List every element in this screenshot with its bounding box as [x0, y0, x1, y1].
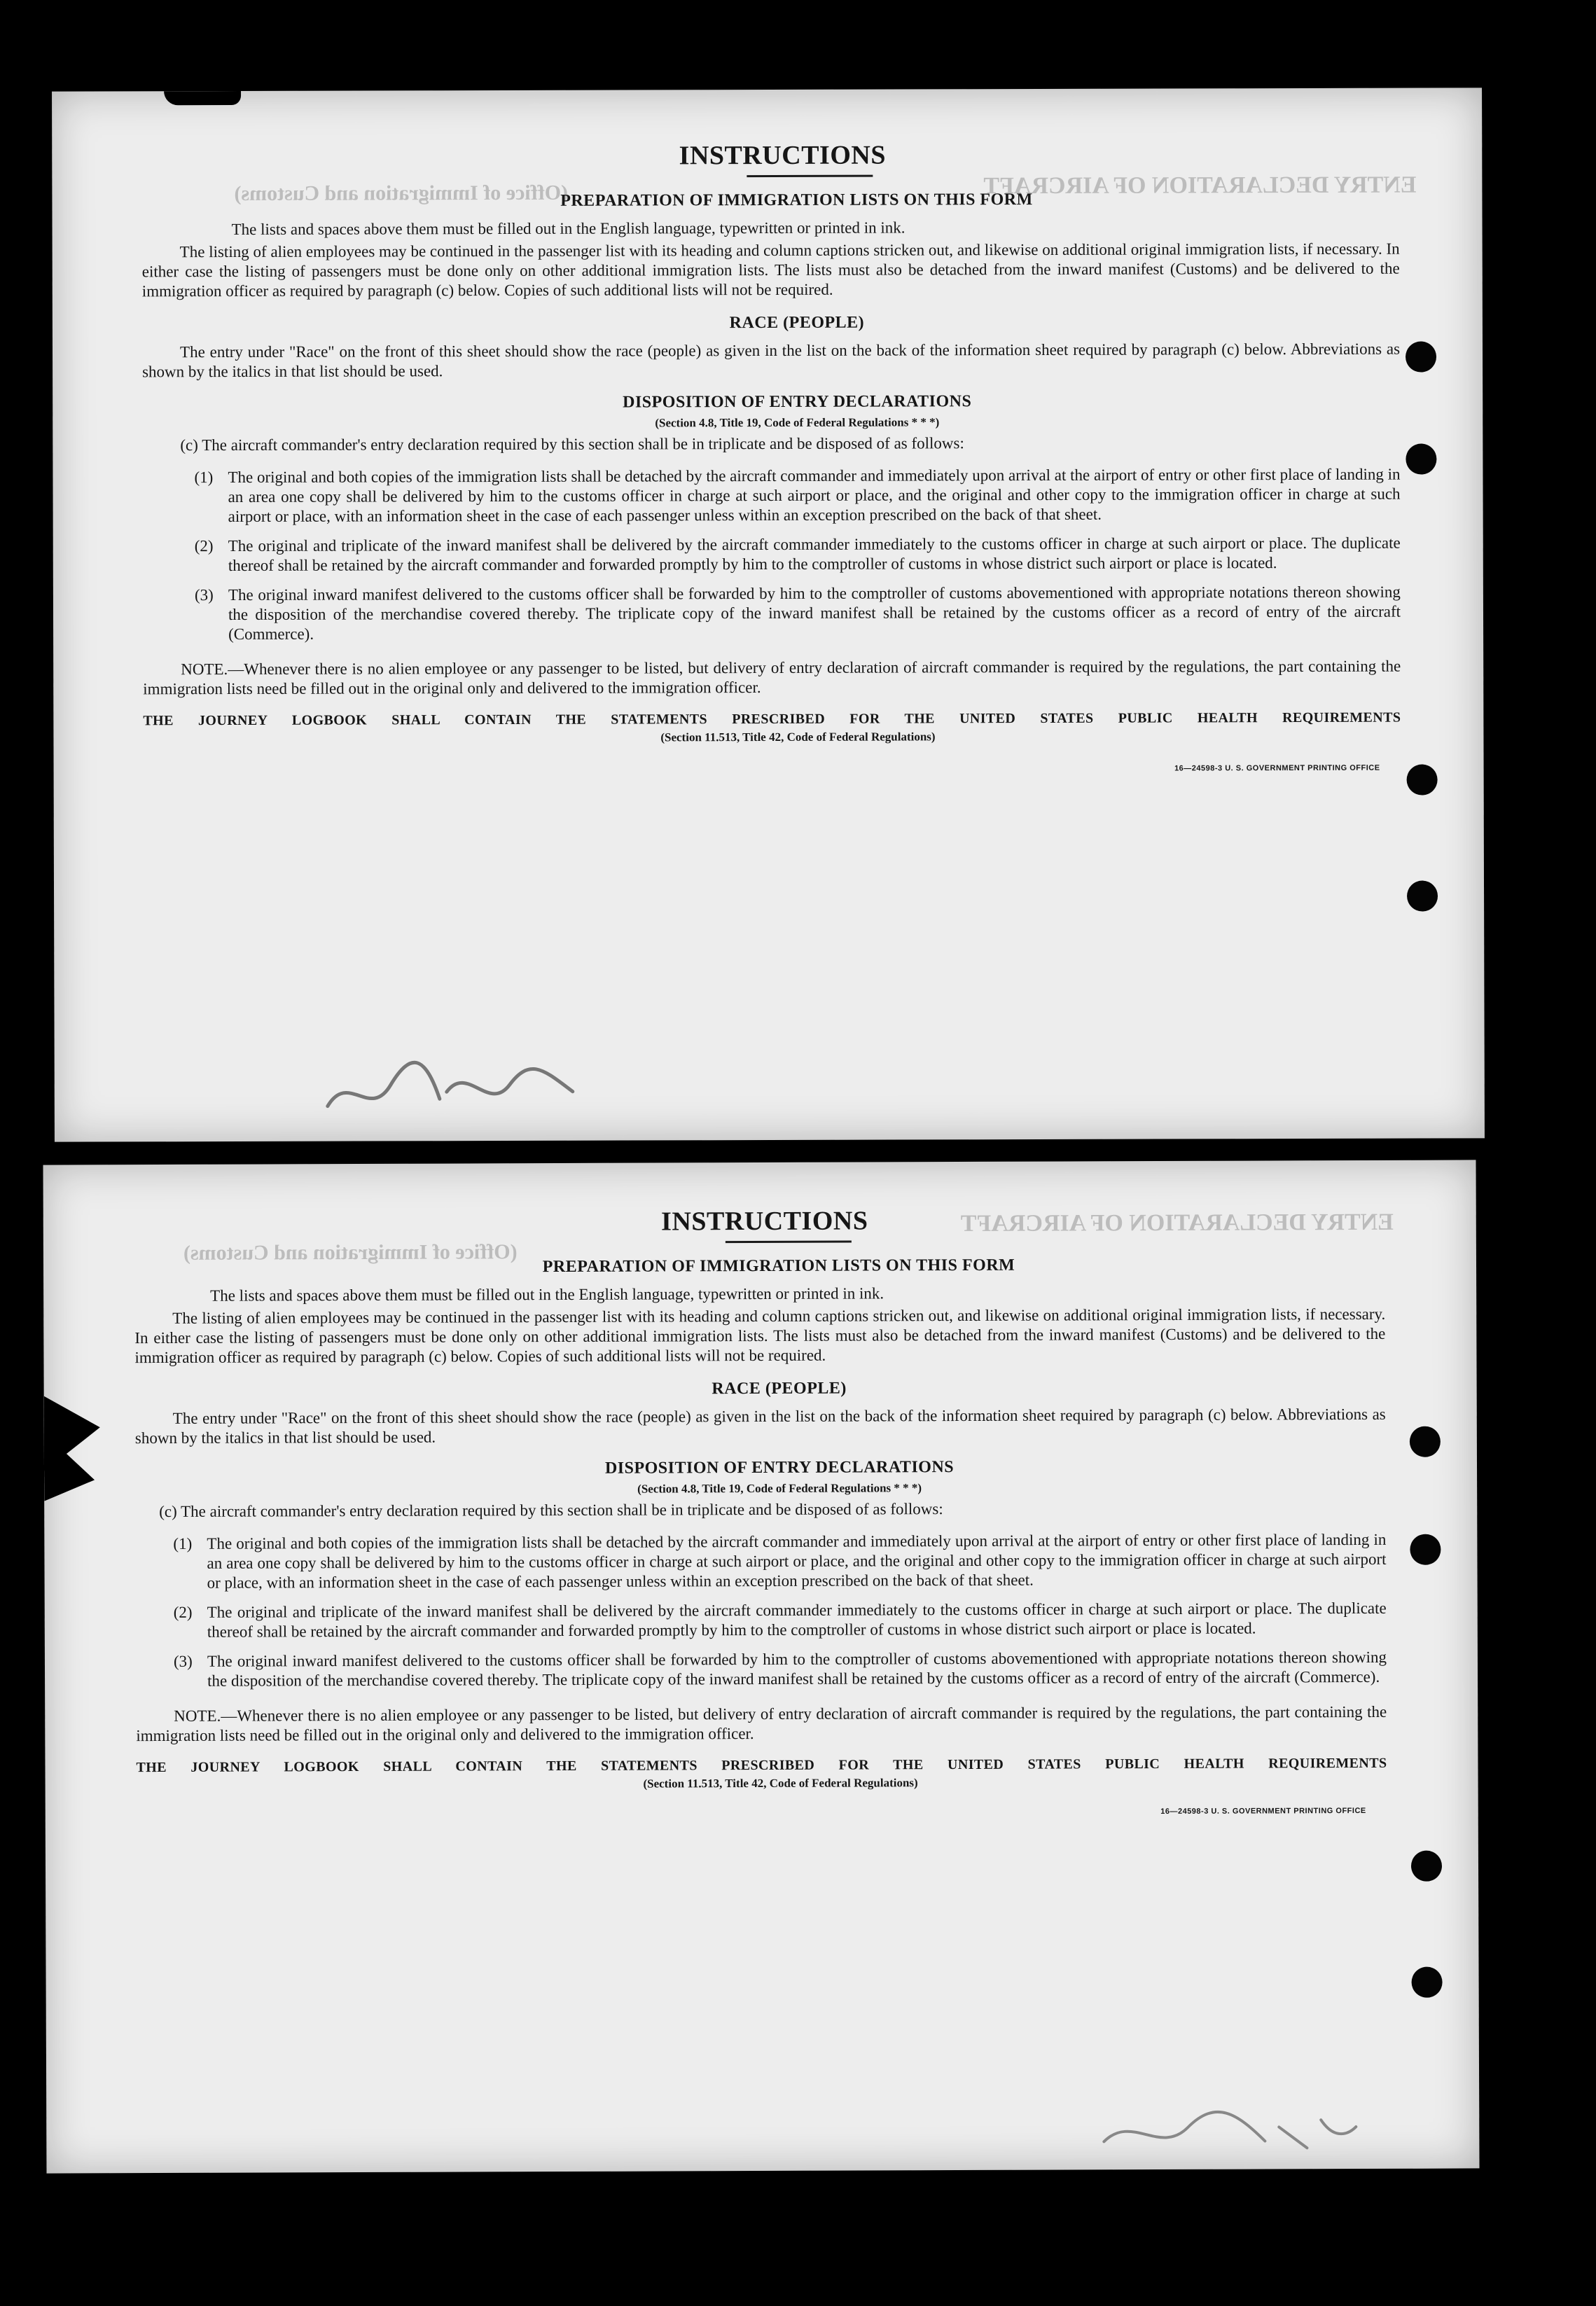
punch-hole [1410, 1426, 1441, 1457]
bleed-through-text: (Office of Immigration and Customs) [183, 1240, 518, 1265]
instructions-heading: INSTRUCTIONS [679, 140, 886, 171]
item-text: The original and triplicate of the inward manifest shall be delivered by the aircraft commander immediately to the customs officer in charge at such airport or place. The duplicate thereof shall be retained by the aircraft commander and forwarded promptly by him to the comptroller of customs in whose district such airport or place is located. [228, 534, 1401, 575]
disposition-item-2 [195, 534, 1401, 576]
punch-hole [1407, 764, 1438, 795]
item-text: The original and both copies of the immigration lists shall be detached by the aircraft commander and immediately upon arrival at the airport of entry or other first place of landing in an area one copy shall be delivered by him to the customs officer in charge at such airport or place, and the original and other copy to the immigration officer in charge at such airport or place, with an information sheet in the case of each passenger unless within an exception prescribed on the back of that sheet. [207, 1530, 1387, 1592]
disposition-citation: (Section 4.8, Title 19, Code of Federal Regulations * * *) [637, 1481, 922, 1496]
disposition-item-1 [194, 465, 1400, 527]
logbook-statement: THE JOURNEY LOGBOOK SHALL CONTAIN THE STATEMENTS PRESCRIBED FOR THE UNITED STATES PUBLIC HEALTH REQUIREMENTS [143, 709, 1401, 729]
printing-office-imprint: 16—24598-3 U. S. GOVERNMENT PRINTING OFFICE [1174, 763, 1380, 773]
disposition-lead: (c) The aircraft commander's entry declaration required by this section shall be in triplicate and be disposed of as follows: [159, 1500, 943, 1520]
note-paragraph: NOTE.—Whenever there is no alien employee or any passenger to be listed, but delivery of entry declaration of aircraft commander is required by the regulations, the part containing the immigration lists need be filled out in the original only and delivered to the immigration officer. [136, 1702, 1387, 1745]
punch-hole [1406, 444, 1436, 475]
logbook-citation: (Section 11.513, Title 42, Code of Federal Regulations) [643, 1776, 918, 1791]
item-number: (1) [173, 1534, 193, 1553]
item-text: The original inward manifest delivered to the customs officer shall be forwarded by him to the comptroller of customs abovementioned with appropriate notations thereon showing the disposition of the merchandise covered thereby. The triplicate copy of the inward manifest shall be retained by the customs officer as a record of entry of the aircraft (Commerce). [207, 1648, 1387, 1690]
bleed-through-text: ENTRY DECLARATION OF AIRCRAFT [960, 1209, 1394, 1237]
disposition-item-1 [173, 1530, 1386, 1593]
item-number: (2) [173, 1603, 193, 1621]
prep-section-title: PREPARATION OF IMMIGRATION LISTS ON THIS FORM [542, 1256, 1015, 1277]
prep-paragraph-2: The listing of alien employees may be continued in the passenger list with its heading and column captions stricken out, and likewise on additional original immigration lists, if necessary. In either case the listing of passengers must be done only on other additional immigration lists. The lists must also be detached from the inward manifest (Customs) and be delivered to the immigration officer as required by paragraph (c) below. Copies of such additional lists will not be required. [141, 239, 1400, 300]
handwritten-mark [1097, 2099, 1363, 2162]
logbook-statement: THE JOURNEY LOGBOOK SHALL CONTAIN THE STATEMENTS PRESCRIBED FOR THE UNITED STATES PUBLIC HEALTH REQUIREMENTS [136, 1755, 1387, 1776]
disposition-item-3 [174, 1648, 1387, 1691]
punch-hole [1410, 1534, 1441, 1565]
prep-paragraph-1: The lists and spaces above them must be filled out in the English language, typewritten or printed in ink. [210, 1284, 884, 1305]
prep-paragraph-1: The lists and spaces above them must be filled out in the English language, typewritten or printed in ink. [231, 218, 905, 239]
item-text: The original inward manifest delivered to the customs officer shall be forwarded by him to the comptroller of customs abovementioned with appropriate notations thereon showing the disposition of the merchandise covered thereby. The triplicate copy of the inward manifest shall be retained by the customs officer as a record of entry of the aircraft (Commerce). [228, 583, 1401, 644]
bleed-through-text: (Office of Immigration and Customs) [234, 181, 569, 205]
item-text: The original and both copies of the immigration lists shall be detached by the aircraft commander and immediately upon arrival at the airport of entry or other first place of landing in an area one copy shall be delivered by him to the customs officer in charge at such airport or place, and the original and other copy to the immigration officer in charge at such airport or place, with an information sheet in the case of each passenger unless within an exception prescribed on the back of that sheet. [228, 465, 1401, 526]
disposition-citation: (Section 4.8, Title 19, Code of Federal Regulations * * *) [655, 415, 940, 430]
item-number: (1) [194, 468, 214, 487]
disposition-item-2 [174, 1599, 1387, 1642]
note-paragraph: NOTE.—Whenever there is no alien employee or any passenger to be listed, but delivery of entry declaration of aircraft commander is required by the regulations, the part containing the immigration lists need be filled out in the original only and delivered to the immigration officer. [143, 657, 1401, 698]
race-section-title: RACE (PEOPLE) [729, 313, 865, 333]
heading-underline [726, 1241, 852, 1244]
disposition-item-3 [195, 583, 1401, 645]
prep-paragraph-2: The listing of alien employees may be continued in the passenger list with its heading and column captions stricken out, and likewise on additional original immigration lists, if necessary. In either case the listing of passengers must be done only on other additional immigration lists. The lists must also be detached from the inward manifest (Customs) and be delivered to the immigration officer as required by paragraph (c) below. Copies of such additional lists will not be required. [134, 1305, 1386, 1367]
form-sheet-bottom [43, 1160, 1479, 2173]
instructions-body [43, 1160, 1478, 1819]
disposition-section-title: DISPOSITION OF ENTRY DECLARATIONS [623, 392, 972, 412]
logbook-citation: (Section 11.513, Title 42, Code of Federal Regulations) [660, 730, 936, 744]
prep-section-title: PREPARATION OF IMMIGRATION LISTS ON THIS FORM [560, 190, 1033, 210]
heading-underline [747, 175, 873, 177]
race-section-title: RACE (PEOPLE) [712, 1379, 847, 1398]
instructions-body [52, 88, 1484, 775]
instructions-heading: INSTRUCTIONS [661, 1206, 868, 1237]
item-text: The original and triplicate of the inward manifest shall be delivered by the aircraft commander immediately to the customs officer in charge at such airport or place. The duplicate thereof shall be retained by the aircraft commander and forwarded promptly by him to the comptroller of customs in whose district such airport or place is located. [207, 1599, 1387, 1641]
handwritten-mark [321, 1043, 615, 1134]
race-paragraph: The entry under "Race" on the front of this sheet should show the race (people) as given in the list on the back of the information sheet required by paragraph (c) below. Abbreviations as shown by the italics in that list should be used. [134, 1405, 1386, 1447]
punch-hole [1412, 1967, 1443, 1998]
disposition-lead: (c) The aircraft commander's entry declaration required by this section shall be in triplicate and be disposed of as follows: [180, 434, 964, 454]
punch-hole [1406, 342, 1436, 373]
punch-hole [1407, 880, 1438, 911]
item-number: (3) [194, 586, 214, 604]
bleed-through-text: ENTRY DECLARATION OF AIRCRAFT [983, 172, 1417, 200]
form-sheet-top [52, 88, 1485, 1141]
race-paragraph: The entry under "Race" on the front of this sheet should show the race (people) as given in the list on the back of the information sheet required by paragraph (c) below. Abbreviations as shown by the italics in that list should be used. [142, 340, 1401, 381]
punch-hole [1411, 1851, 1442, 1882]
item-number: (3) [173, 1652, 193, 1670]
paper-tear [164, 91, 241, 105]
item-number: (2) [194, 537, 214, 555]
disposition-section-title: DISPOSITION OF ENTRY DECLARATIONS [604, 1458, 955, 1478]
printing-office-imprint: 16—24598-3 U. S. GOVERNMENT PRINTING OFFICE [1160, 1806, 1366, 1817]
